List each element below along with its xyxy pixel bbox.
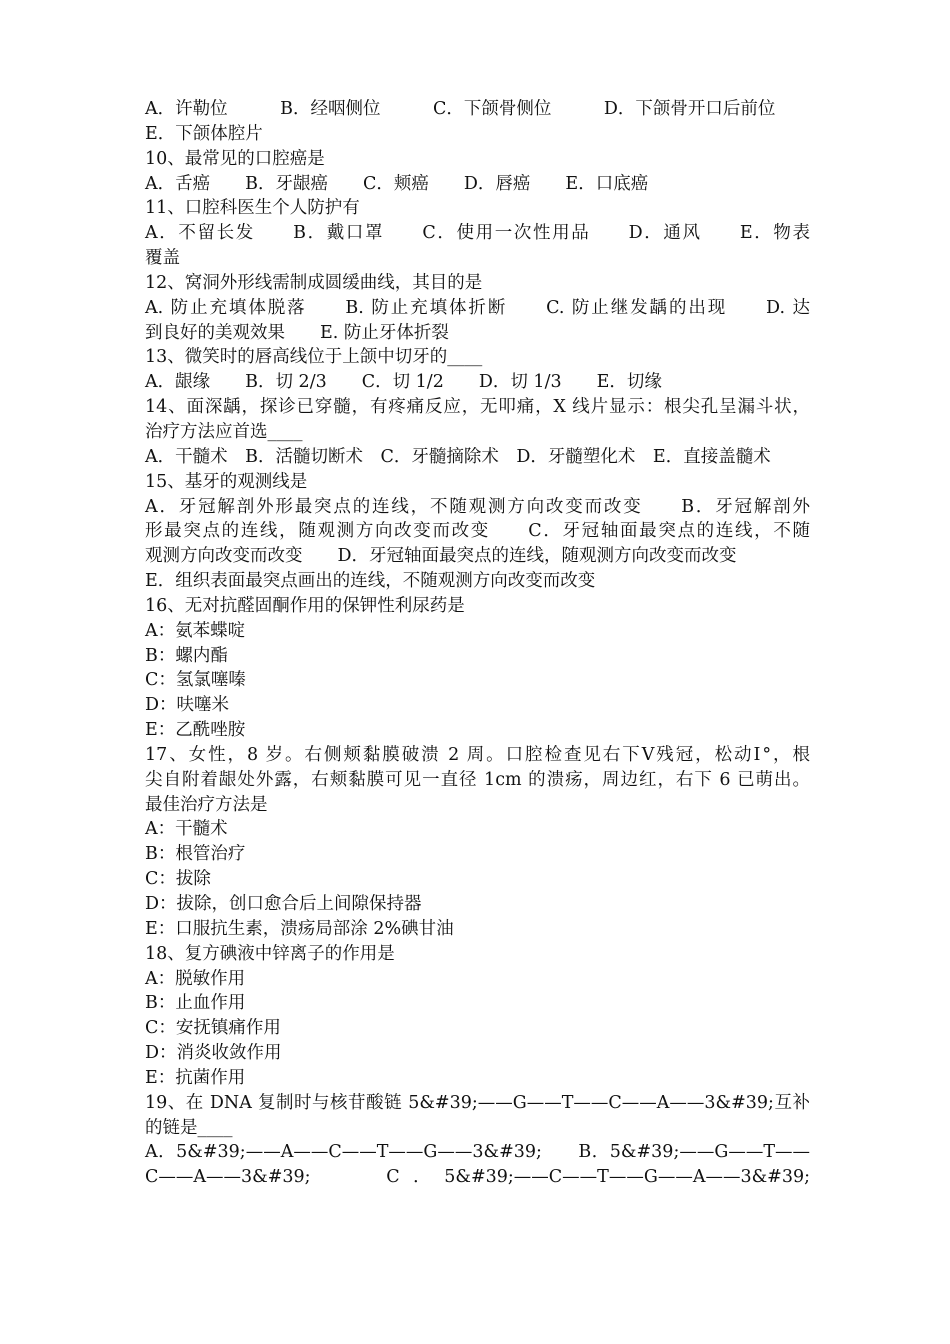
option-line: E．组织表面最突点画出的连线，不随观测方向改变而改变 [145, 571, 596, 592]
question-19: 19、在 DNA 复制时与核苷酸链 5&#39;——G——T——C——A——3&#39;互补 [145, 1092, 810, 1113]
question-17: 17、女性，8 岁。右侧颊黏膜破溃 2 周。口腔检查见右下Ⅴ残冠，松动Ⅰ°，根 [145, 744, 810, 765]
document-body [145, 97, 810, 1190]
option-line: C——A——3&#39; C．5&#39;——C——T——G——A——3&#39; [145, 1167, 810, 1188]
option-line: A．不留长发 B．戴口罩 C．使用一次性用品 D．通风 E．物表 [145, 223, 810, 244]
option-line: 覆盖 [145, 248, 180, 269]
question-17-continued: 最佳治疗方法是 [145, 794, 268, 815]
option-line: D：消炎收敛作用 [145, 1043, 282, 1064]
option-line: D：呋噻米 [145, 695, 230, 716]
question-19-continued: 的链是____ [145, 1117, 233, 1138]
option-line: C：氢氯噻嗪 [145, 670, 246, 691]
question-11: 11、口腔科医生个人防护有 [145, 198, 360, 219]
option-line: B：止血作用 [145, 993, 246, 1014]
option-line: E：乙酰唑胺 [145, 720, 246, 741]
option-line: A．龈缘 B．切 2/3 C．切 1/2 D．切 1/3 E．切缘 [145, 372, 662, 393]
option-line: A. 防止充填体脱落 B. 防止充填体折断 C. 防止继发龋的出现 D. 达 [145, 297, 810, 318]
question-15: 15、基牙的观测线是 [145, 471, 308, 492]
option-line: 观测方向改变而改变 D．牙冠轴面最突点的连线，随观测方向改变而改变 [145, 546, 737, 567]
option-line: E：抗菌作用 [145, 1067, 246, 1088]
question-14: 14、面深龋，探诊已穿髓，有疼痛反应，无叩痛，X 线片显示：根尖孔呈漏斗状， [145, 397, 810, 418]
option-line: A．5&#39;——A——C——T——G——3&#39; B．5&#39;——G——T—— [145, 1142, 810, 1163]
question-10: 10、最常见的口腔癌是 [145, 148, 325, 169]
option-line: E．下颌体腔片 [145, 123, 263, 144]
option-line: A．舌癌 B．牙龈癌 C．颊癌 D．唇癌 E．口底癌 [145, 173, 649, 194]
option-line: A：氨苯蝶啶 [145, 620, 246, 641]
question-16: 16、无对抗醛固酮作用的保钾性利尿药是 [145, 595, 465, 616]
question-14-continued: 治疗方法应首选____ [145, 421, 303, 442]
option-line: D：拔除，创口愈合后上间隙保持器 [145, 894, 422, 914]
option-line: B：根管治疗 [145, 844, 246, 865]
option-line: C：拔除 [145, 869, 211, 890]
option-line: A：干髓术 [145, 819, 228, 840]
question-17-continued: 尖自附着龈处外露，右颊黏膜可见一直径 1cm 的溃疡，周边红，右下 6 已萌出。 [145, 769, 810, 790]
option-line: C：安抚镇痛作用 [145, 1018, 281, 1039]
option-line: A．许勒位 B．经咽侧位 C．下颌骨侧位 D．下颌骨开口后前位 [145, 99, 776, 119]
option-line: A：脱敏作用 [145, 968, 246, 989]
option-line: A．牙冠解剖外形最突点的连线，不随观测方向改变而改变 B．牙冠解剖外 [145, 496, 810, 517]
option-line: 到良好的美观效果 E. 防止牙体折裂 [145, 322, 449, 343]
option-line: E：口服抗生素，溃疡局部涂 2%碘甘油 [145, 918, 454, 939]
option-line: 形最突点的连线，随观测方向改变而改变 C．牙冠轴面最突点的连线，不随 [145, 521, 810, 542]
option-line: A．干髓术 B．活髓切断术 C．牙髓摘除术 D．牙髓塑化术 E．直接盖髓术 [145, 446, 771, 467]
question-13: 13、微笑时的唇高线位于上颌中切牙的____ [145, 347, 483, 368]
question-18: 18、复方碘液中锌离子的作用是 [145, 943, 395, 964]
question-12: 12、窝洞外形线需制成圆缓曲线，其目的是 [145, 272, 483, 293]
option-line: B：螺内酯 [145, 645, 228, 666]
